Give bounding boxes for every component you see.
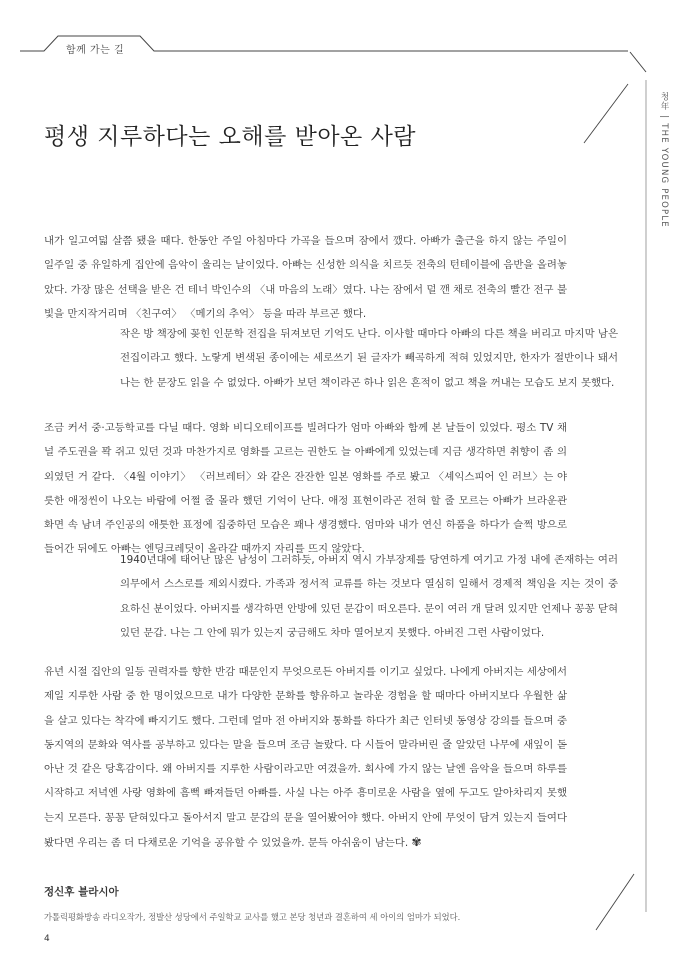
paragraph-1: 내가 일고여덟 살쯤 됐을 때다. 한동안 주일 아침마다 가곡을 들으며 잠에서 깼다. 아빠가 출근을 하지 않는 주일이 일주일 중 유일하게 집안에 음악이 울리는 날이었다. 아빠는 신성한 의식을 치르듯 전축의 턴테이블에 음반을 올려놓았다. 가장 많은 선택을 받은 건 테너 박인수의 〈내 마음의 노래〉였다. 나는 잠에서 덜 깬 채로 전축의 빨간 전구 불빛을 만지작거리며 〈친구여〉 〈메기의 추억〉 등을 따라 부르곤 했다. (44, 235, 567, 320)
article-title: 평생 지루하다는 오해를 받아온 사람 (44, 124, 417, 150)
magazine-side-label: 청年 | THE YOUNG PEOPLE (659, 92, 669, 228)
indented-paragraph-1: 작은 방 책장에 꽂힌 인문학 전집을 뒤져보던 기억도 난다. 이사할 때마다 아빠의 다른 책을 버리고 마지막 남은 전집이라고 했다. 노랗게 변색된 종이에는 세로쓰기 된 글자가 빼곡하게 적혀 있었지만, 한자가 절반이나 돼서 나는 한 문장도 읽을 수 없었다. 아빠가 보던 책이라곤 하나 읽은 흔적이 없고 책을 꺼내는 모습도 보지 못했다. (120, 328, 618, 389)
paragraph-3-text: 유년 시절 집안의 일등 권력자를 향한 반감 때문인지 무엇으로든 아버지를 이기고 싶었다. 나에게 아버지는 세상에서 제일 지루한 사람 중 한 명이었으므로 내가 다양한 문화를 향유하고 놀라운 경험을 할 때마다 아버지보다 우월한 삶을 살고 있다는 착각에 빠지기도 했다. 그런데 얼마 전 아버지와 통화를 하다가 최근 인터넷 동영상 강의를 들으며 중동지역의 문화와 역사를 공부하고 있다는 말을 들으며 조금 놀랐다. 다 시들어 말라버린 줄 알았던 나무에 새잎이 돋아난 것 같은 당혹감이다. 왜 아버지를 지루한 사람이라고만 여겼을까. 회사에 가지 않는 날엔 음악을 들으며 하루를 시작하고 저녁엔 사랑 영화에 흠뻑 빠져들던 아빠를. 사실 나는 아주 흥미로운 사람을 옆에 두고도 알아차리지 못했는지 모른다. 꽁꽁 닫혀있다고 돌아서지 말고 문갑의 문을 열어봤어야 했다. 아버지 안에 무엇이 담겨 있는지 들여다봤다면 우리는 좀 더 다채로운 기억을 공유할 수 있었을까. 문득 아쉬움이 남는다. (44, 666, 567, 850)
paragraph-2: 조금 커서 중·고등학교를 다닐 때다. 영화 비디오테이프를 빌려다가 엄마 아빠와 함께 본 날들이 있었다. 평소 TV 채널 주도권을 꽉 쥐고 있던 것과 마찬가지로 영화를 고르는 권한도 늘 아빠에게 있었는데 지금 생각하면 취향이 좀 의외였던 거 같다. 〈4월 이야기〉 〈러브레터〉와 같은 잔잔한 일본 영화를 주로 봤고 〈셰익스피어 인 러브〉는 야릇한 애정씬이 나오는 바람에 어쩔 줄 몰라 했던 기억이 난다. 애정 표현이라곤 전혀 할 줄 모르는 아빠가 브라운관 화면 속 남녀 주인공의 애틋한 표정에 집중하던 모습은 꽤나 생경했다. 엄마와 내가 연신 하품을 하다가 슬쩍 방으로 들어간 뒤에도 아빠는 엔딩크레딧이 올라갈 때까지 자리를 뜨지 않았다. (44, 422, 567, 556)
page-number: 4 (44, 934, 50, 944)
section-label: 함께 가는 길 (66, 45, 125, 56)
flower-end-icon: ✾ (411, 835, 422, 850)
indented-paragraph-2: 1940년대에 태어난 많은 남성이 그러하듯, 아버지 역시 가부장제를 당연하게 여기고 가정 내에 존재하는 여러 의무에서 스스로를 제외시켰다. 가족과 정서적 교류를 하는 것보다 열심히 일해서 경제적 책임을 지는 것이 중요하신 분이었다. 아버지를 생각하면 안방에 있던 문갑이 떠오른다. 문이 여러 개 달려 있지만 언제나 꽁꽁 닫혀있던 문갑. 나는 그 안에 뭐가 있는지 궁금해도 차마 열어보지 못했다. 아버진 그런 사람이었다. (120, 554, 618, 639)
author-bio: 가톨릭평화방송 라디오작가, 정발산 성당에서 주일학교 교사를 했고 본당 청년과 결혼하여 세 아이의 엄마가 되었다. (44, 912, 461, 922)
paragraph-3 (44, 660, 567, 855)
author-name: 정신후 블라시아 (44, 886, 119, 898)
